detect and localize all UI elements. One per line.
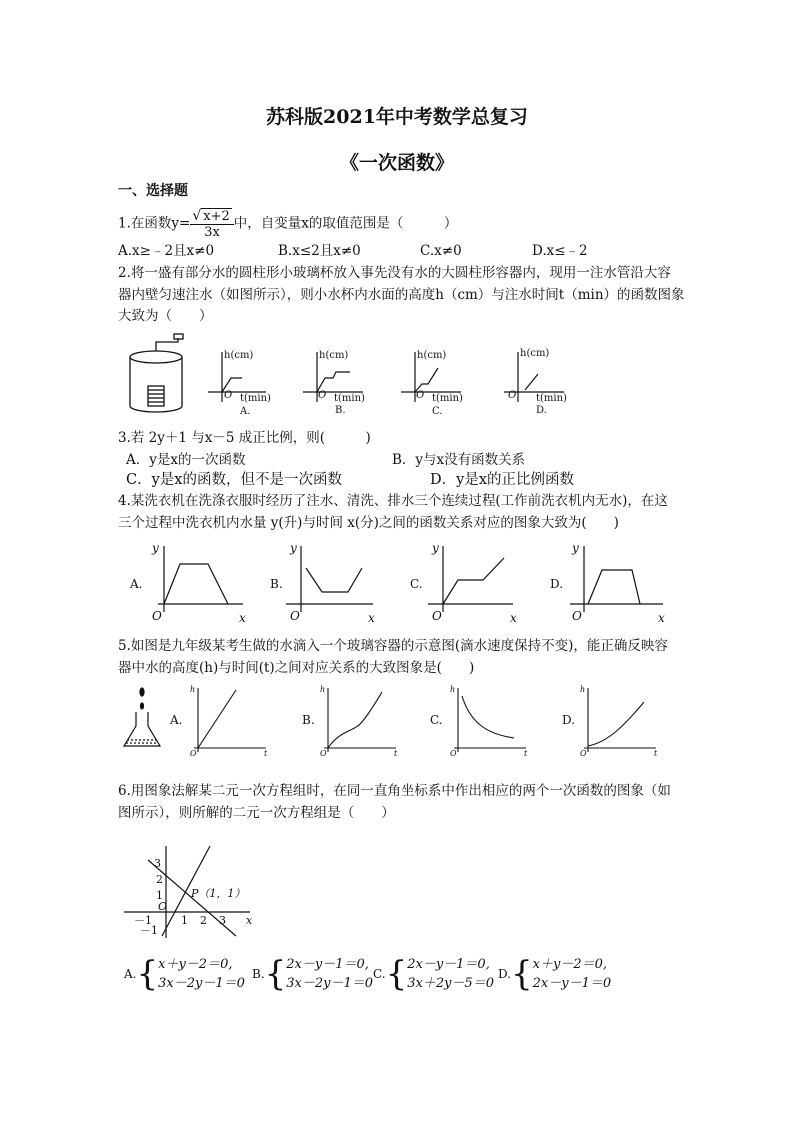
q6-coordinate-figure [118,840,278,940]
q2-d-origin: O [508,390,517,401]
q5-a-origin: O [190,749,197,758]
q4-c-ylabel: y [432,541,439,555]
q5-letter-b: B. [302,713,315,727]
q6-c-letter: C. [373,967,386,981]
q2-figures [118,332,578,422]
brace-a: { [136,954,159,994]
q2-a-xlabel: t(min) [240,393,271,404]
q6-tick-y-neg1: －1 [140,924,158,937]
q1-option-a: A.x≥﹣2且x≠0 [118,243,215,259]
q4-d-xlabel: x [658,611,665,625]
q4-d-ylabel: y [572,541,579,555]
q2-c-origin: O [416,390,425,401]
q5-a-xlabel: t [264,749,268,758]
q5-c-xlabel: t [524,749,528,758]
q6-tick-x-2: 2 [200,914,207,927]
q5-letter-c: C. [430,713,443,727]
q4-a-xlabel: x [239,611,246,625]
q6-d-letter: D. [498,967,512,981]
q2-a-origin: O [224,390,233,401]
q5-d-origin: O [580,749,587,758]
q6-tick-y-1: 1 [156,889,163,902]
cylinder-container-figure [130,334,183,412]
q2-b-xlabel: t(min) [334,393,365,404]
q4-line-2: 三个过程中洗衣机内水量 y(升)与时间 x(分)之间的函数关系对应的图象大致为( ) [118,515,619,531]
q1-numerator: x+2 [203,209,230,224]
q4-c-curve [443,558,504,604]
q6-c-eq2: 3x＋2y－5＝0 [407,976,494,991]
q5-line-1: 5.如图是九年级某考生做的水滴入一个玻璃容器的示意图(滴水速度保持不变)，能正确反映容 [118,638,668,654]
flask-figure [124,688,160,746]
brace-b: { [264,954,287,994]
q6-b-eq2: 3x－2y－1＝0 [286,976,374,991]
q5-c-origin: O [450,749,457,758]
q1-option-d: D.x≤﹣2 [532,243,588,259]
q2-line-3: 大致为（ ） [118,308,213,324]
q2-a-ylabel: h(cm) [224,350,254,361]
q1-suffix: 中，自变量x的取值范围是（ ） [233,215,458,232]
q5-d-xlabel: t [654,749,658,758]
q3-option-c: C．y是x的函数，但不是一次函数 [126,472,342,488]
q5-line-2: 器中水的高度(h)与时间(t)之间对应关系的大致图象是( ) [118,660,475,676]
q6-option-b [252,955,373,993]
q6-tick-y-3: 3 [154,857,161,870]
q6-a-eq2: 3x－2y－1＝0 [158,976,245,991]
q4-d-curve [588,570,640,604]
q4-figures [118,540,698,630]
q5-b-origin: O [320,749,327,758]
page-title: 苏科版2021年中考数学总复习 [266,106,528,128]
q2-letter-d: D. [536,405,547,416]
q6-tick-x-neg1: －1 [134,914,152,927]
q6-xlabel: x [246,914,253,927]
q6-c-system [407,955,494,993]
q6-origin: O [158,900,168,913]
q2-d-ylabel: h(cm) [520,348,550,359]
q5-c-curve [462,696,514,738]
q4-d-origin: O [572,609,582,623]
q4-b-ylabel: y [290,541,297,555]
q6-line-1: 6.用图象法解某二元一次方程组时，在同一直角坐标系中作出相应的两个一次函数的图象（如 [118,783,671,799]
q6-tick-x-3: 3 [219,914,226,927]
q3-option-b: B．y与x没有函数关系 [392,452,526,468]
q4-letter-a: A. [130,577,143,591]
question-1 [118,208,457,240]
brace-c: { [385,954,408,994]
q2-c-ylabel: h(cm) [417,350,447,361]
q6-d-eq2: 2x－y－1＝0 [532,976,612,991]
q6-a-eq1: x＋y－2＝0, [158,957,233,972]
q2-b-origin: O [318,390,327,401]
q2-letter-c: C. [432,406,443,417]
q2-c-xlabel: t(min) [432,393,463,404]
q5-d-ylabel: h [580,685,586,694]
q4-line-1: 4.某洗衣机在洗涤衣服时经历了注水、清洗、排水三个连续过程(工作前洗衣机内无水)，在这 [118,493,668,509]
q3-option-a: A．y是x的一次函数 [126,452,246,468]
page-subtitle: 《一次函数》 [339,152,454,174]
q5-a-ylabel: h [190,685,196,694]
q4-b-xlabel: x [368,611,375,625]
q4-b-origin: O [290,609,300,623]
q6-b-system [286,955,373,993]
q6-tick-x-1: 1 [181,914,188,927]
q6-d-eq1: x＋y－2＝0, [532,957,608,972]
q6-d-system [533,955,612,993]
q1-prefix: 1.在函数y= [118,215,191,232]
q2-b-ylabel: h(cm) [319,350,349,361]
q5-b-xlabel: t [394,749,398,758]
q5-figures [118,682,678,758]
q4-a-origin: O [152,609,162,623]
brace-d: { [511,954,533,994]
q5-b-ylabel: h [320,685,326,694]
q6-option-a [124,955,245,993]
q6-option-d [498,955,611,993]
q6-tick-y-2: 2 [156,873,163,886]
q5-d-curve [588,702,644,746]
q6-a-system [158,955,245,993]
q6-point-p-label: P（1，1） [191,887,246,900]
q1-option-b: B.x≤2且x≠0 [278,243,361,259]
q6-b-eq1: 2x－y－1＝0, [286,957,369,972]
q2-d-xlabel: t(min) [536,393,567,404]
q4-letter-c: C. [410,577,423,591]
q1-fraction: $\frac{√ x+2}{3x}$ [190,208,233,240]
q4-c-xlabel: x [510,611,517,625]
q4-b-curve [306,568,362,592]
q3-stem: 3.若 2y＋1 与x－5 成正比例，则( ) [118,430,371,446]
q2-letter-b: B. [335,405,346,416]
q2-line-2: 器内壁匀速注水（如图所示），则小水杯内水面的高度h（cm）与注水时间t（min）的函数图象 [118,287,685,303]
q1-option-c: C.x≠0 [420,243,462,259]
q5-b-curve [328,692,382,748]
q6-option-c [373,955,494,993]
q4-letter-d: D. [550,577,564,591]
q2-letter-a: A. [240,406,251,417]
q6-line-2: 图所示），则所解的二元一次方程组是（ ） [118,805,395,821]
q3-option-d: D．y是x的正比例函数 [430,472,574,488]
q5-a-curve [198,690,236,748]
q6-a-letter: A. [124,967,137,981]
q6-c-eq1: 2x－y－1＝0, [407,957,490,972]
q2-line-1: 2.将一盛有部分水的圆柱形小玻璃杯放入事先没有水的大圆柱形容器内，现用一注水管沿大容 [118,265,671,281]
q5-c-ylabel: h [450,685,456,694]
q5-letter-a: A. [170,713,183,727]
q4-a-curve [164,564,228,604]
q6-b-letter: B. [252,967,265,981]
section-heading: 一、选择题 [118,183,188,199]
q4-a-ylabel: y [152,541,159,555]
q4-c-origin: O [432,609,442,623]
q1-denominator: 3x [204,225,220,240]
q4-letter-b: B. [270,577,283,591]
q5-letter-d: D. [562,713,576,727]
